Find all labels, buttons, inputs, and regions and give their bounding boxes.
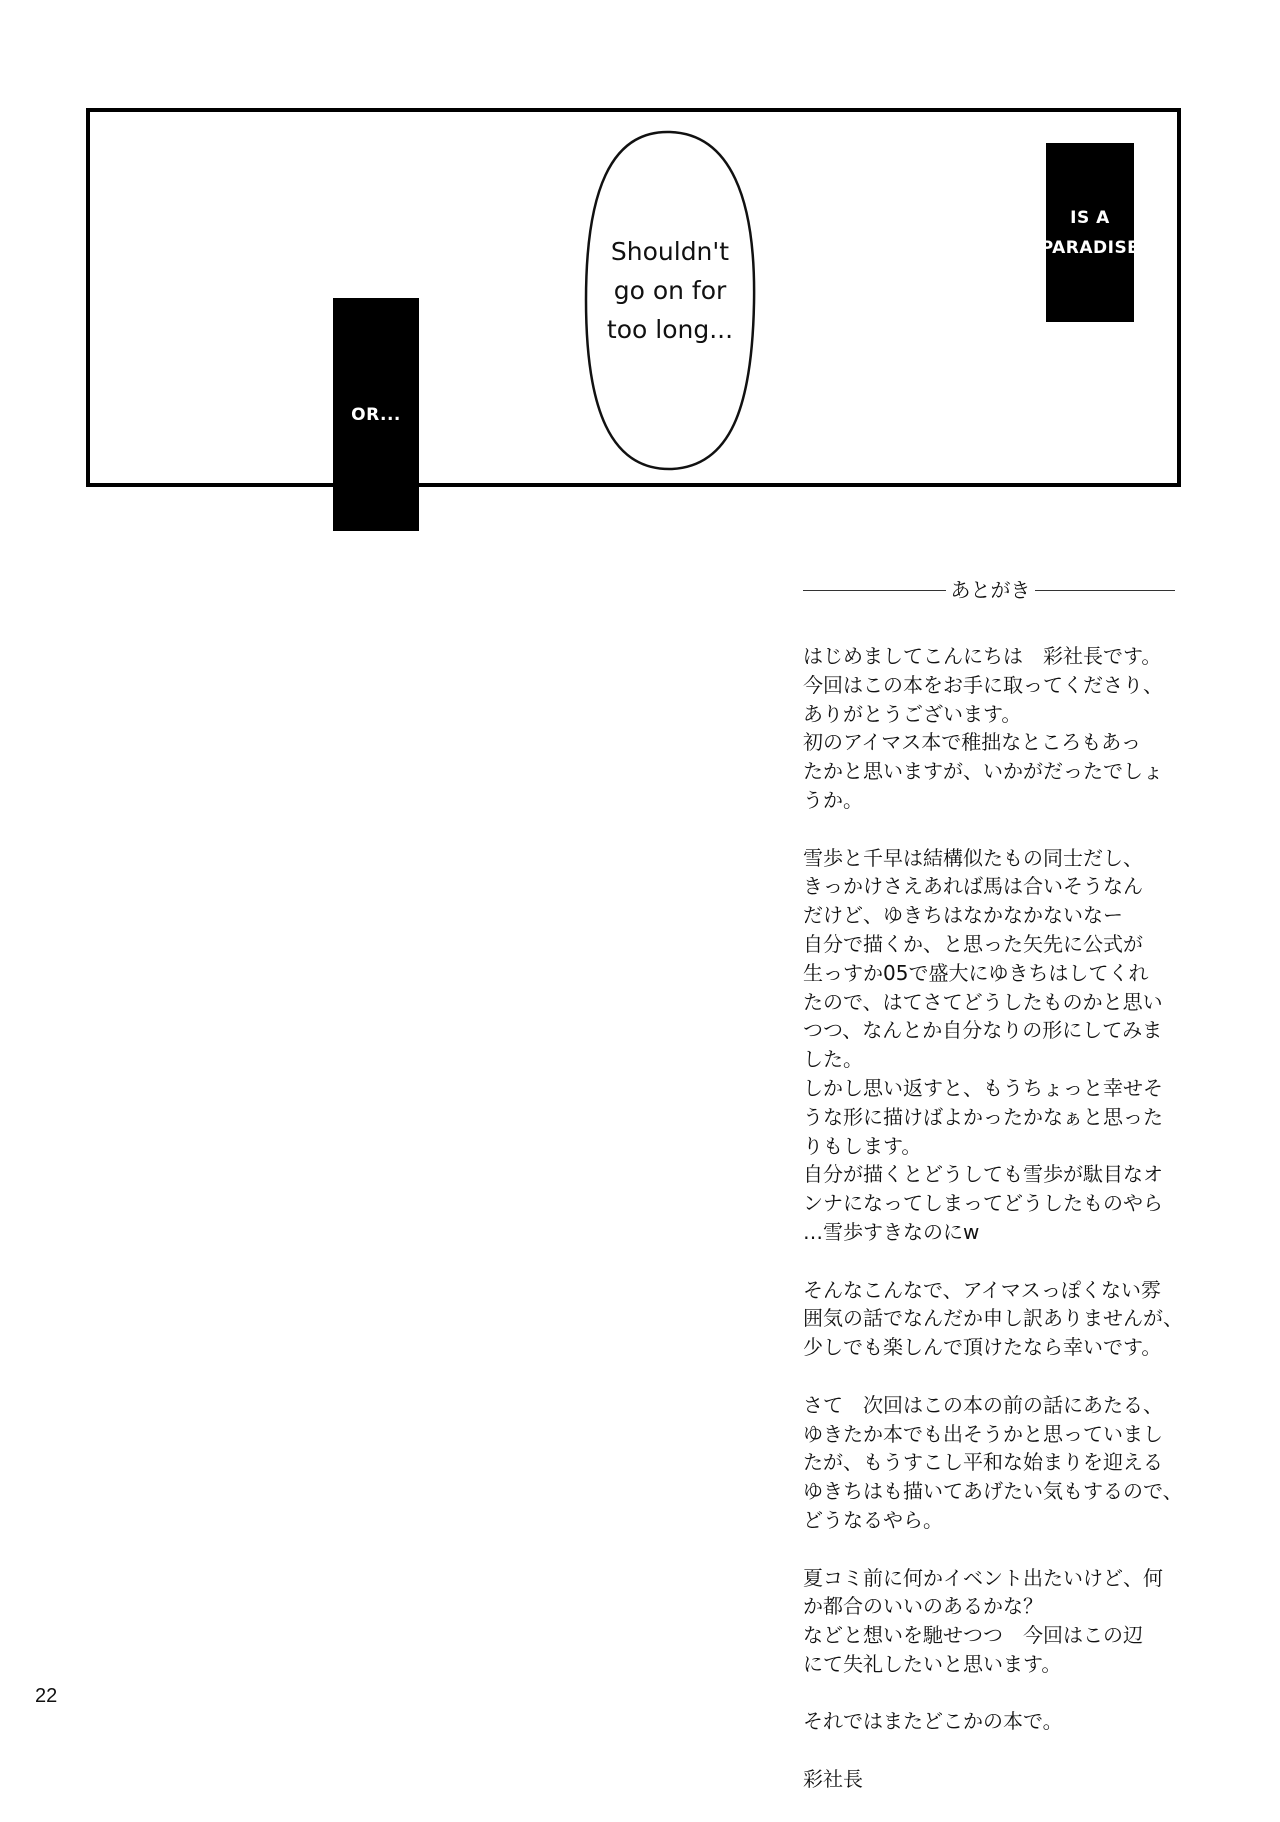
caption-box-paradise bbox=[1040, 143, 1140, 322]
caption-box-or bbox=[333, 298, 419, 531]
afterword-body: はじめましてこんにちは 彩社長です。 今回はこの本をお手に取ってくださり、 ありがとうございます。 初のアイマス本で稚拙なところもあっ たかと思いますが、いかがだったでしょ うか。 雪歩と千早は結構似たもの同士だし、 きっかけさえあれば馬は合いそうなん だけど、ゆきちはなかなかないなー 自分で描くか、と思った矢先に公式が 生っすか05で盛大にゆきちはしてくれ たので、はてさてどうしたものかと思い つつ、なんとか自分なりの形にしてみま した。 しかし思い返すと、もうちょっと幸せそ うな形に描けばよかったかなぁと思った りもします。 自分が描くとどうしても雪歩が駄目なオ ンナになってしまってどうしたものやら …雪歩すきなのにw そんなこんなで、アイマスっぽくない雰 囲気の話でなんだか申し訳ありませんが、 少しでも楽しんで頂けたなら幸いです。 さて 次回はこの本の前の話にあたる、 ゆきたか本でも出そうかと思っていまし たが、もうすこし平和な始まりを迎える ゆきちはも描いてあげたい気もするので、 どうなるやら。 夏コミ前に何かイベント出たいけど、何 か都合のいいのあるかな？ などと想いを馳せつつ 今回はこの辺 にて失礼したいと思います。 それではまたどこかの本で。 彩社長 bbox=[803, 644, 1183, 1792]
speech-bubble-text: Shouldn't go on for too long... bbox=[606, 237, 734, 344]
caption-text-paradise: IS A PARADISE bbox=[1040, 207, 1140, 258]
afterword-header bbox=[803, 572, 1183, 608]
afterword-section bbox=[803, 572, 1183, 1794]
afterword-rule-left bbox=[803, 590, 946, 591]
page-number: 22 bbox=[35, 1685, 58, 1707]
afterword-title: あとがき bbox=[950, 578, 1031, 602]
caption-text-or: OR... bbox=[351, 404, 401, 425]
afterword-rule-right bbox=[1035, 590, 1175, 591]
